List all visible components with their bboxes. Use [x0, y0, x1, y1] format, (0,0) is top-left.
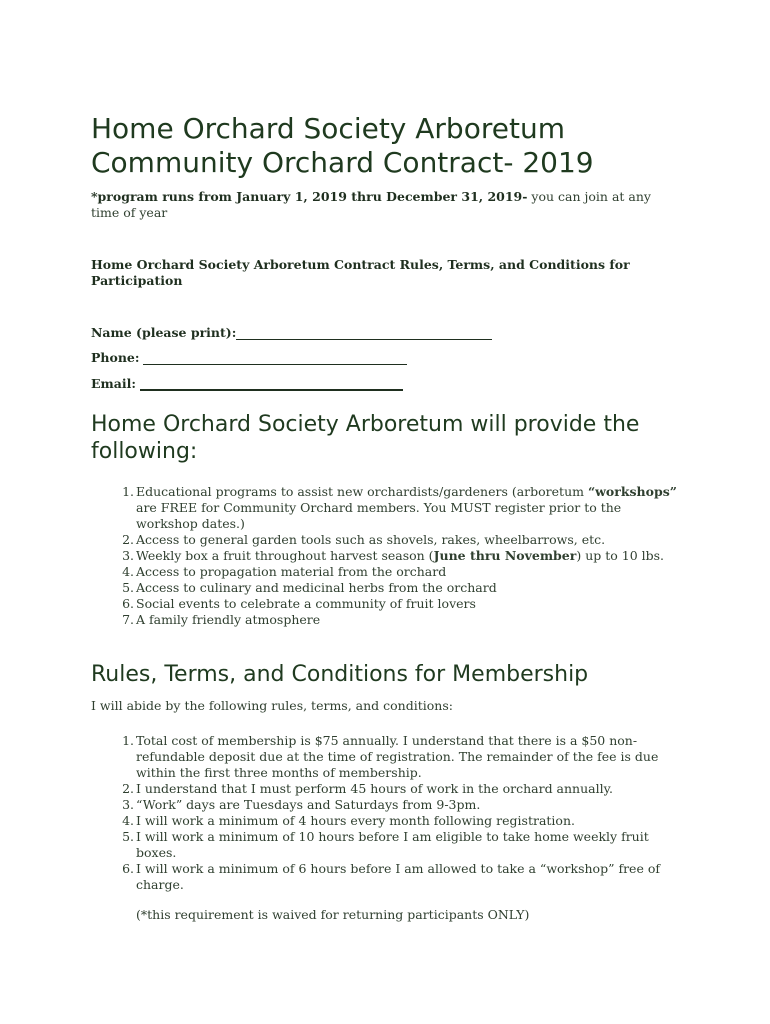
- list-item: [122, 861, 681, 893]
- membership-list: [91, 733, 681, 893]
- list-item: [122, 580, 681, 596]
- item-text: Weekly box a fruit throughout harvest season (: [136, 548, 434, 563]
- list-item: [122, 829, 681, 861]
- title-line-2: Community Orchard Contract- 2019: [91, 146, 594, 179]
- phone-label: Phone:: [91, 350, 140, 365]
- name-field[interactable]: [91, 325, 492, 340]
- item-text: I understand that I must perform 45 hours of work in the orchard annually.: [136, 781, 613, 796]
- list-item: [122, 532, 681, 548]
- item-text: I will work a minimum of 4 hours every month following registration.: [136, 813, 575, 828]
- item-text: ) up to 10 lbs.: [576, 548, 665, 563]
- item-text: Total cost of membership is $75 annually. I understand that there is a $50 non-refundable deposit due at the time of registration. The remainder of the fee is due within the first three months of membership.: [136, 733, 659, 780]
- list-number: 2.: [122, 532, 134, 547]
- item-text: Access to general garden tools such as shovels, rakes, wheelbarrows, etc.: [136, 532, 606, 547]
- item-text: “Work” days are Tuesdays and Saturdays from 9-3pm.: [136, 797, 481, 812]
- item-text: Educational programs to assist new orchardists/gardeners (arboretum: [136, 484, 588, 499]
- list-item: [122, 733, 681, 781]
- membership-heading: Rules, Terms, and Conditions for Membership: [91, 662, 589, 687]
- provide-heading: Home Orchard Society Arboretum will provide the following:: [91, 412, 640, 464]
- email-label: Email:: [91, 376, 136, 391]
- list-item: [122, 548, 681, 564]
- list-number: 3.: [122, 548, 134, 563]
- list-item: [122, 813, 681, 829]
- item-text: I will work a minimum of 10 hours before I am eligible to take home weekly fruit boxes.: [136, 829, 649, 860]
- list-number: 7.: [122, 612, 134, 627]
- name-line[interactable]: [236, 327, 492, 340]
- email-field[interactable]: [91, 376, 403, 391]
- phone-line[interactable]: [143, 352, 407, 365]
- list-item: [122, 797, 681, 813]
- email-line[interactable]: [140, 377, 403, 391]
- list-number: 3.: [122, 797, 134, 812]
- list-item: [122, 564, 681, 580]
- phone-field[interactable]: [91, 350, 407, 365]
- program-dates: [91, 189, 671, 221]
- item-bold-text: June thru November: [433, 548, 577, 563]
- provide-list: [91, 484, 681, 628]
- item-text: Access to culinary and medicinal herbs from the orchard: [136, 580, 497, 595]
- list-item: [122, 781, 681, 797]
- item-bold-text: “workshops”: [587, 484, 677, 499]
- title-line-1: Home Orchard Society Arboretum: [91, 112, 565, 145]
- list-number: 5.: [122, 580, 134, 595]
- item-text: I will work a minimum of 6 hours before I am allowed to take a “workshop” free of charge.: [136, 861, 660, 892]
- list-number: 1.: [122, 733, 134, 748]
- list-number: 4.: [122, 813, 134, 828]
- list-number: 2.: [122, 781, 134, 796]
- item-text: are FREE for Community Orchard members. You MUST register prior to the workshop dates.): [136, 500, 622, 531]
- item-text: Access to propagation material from the orchard: [136, 564, 447, 579]
- list-number: 5.: [122, 829, 134, 844]
- page-title: [91, 112, 711, 180]
- program-dates-bold: *program runs from January 1, 2019 thru December 31, 2019-: [91, 189, 528, 204]
- item-text: A family friendly atmosphere: [136, 612, 321, 627]
- list-item: [122, 612, 681, 628]
- list-number: 4.: [122, 564, 134, 579]
- membership-intro: I will abide by the following rules, terms, and conditions:: [91, 698, 453, 713]
- list-number: 6.: [122, 596, 134, 611]
- list-item: [122, 484, 681, 532]
- list-item: [122, 596, 681, 612]
- list-number: 1.: [122, 484, 134, 499]
- contract-rules-heading: Home Orchard Society Arboretum Contract Rules, Terms, and Conditions for Participation: [91, 257, 630, 288]
- returning-participants-note: (*this requirement is waived for returning participants ONLY): [136, 907, 530, 922]
- item-text: Social events to celebrate a community of fruit lovers: [136, 596, 476, 611]
- list-number: 6.: [122, 861, 134, 876]
- name-label: Name (please print):: [91, 325, 237, 340]
- program-dates-rest: you can join at any time of year: [91, 189, 651, 220]
